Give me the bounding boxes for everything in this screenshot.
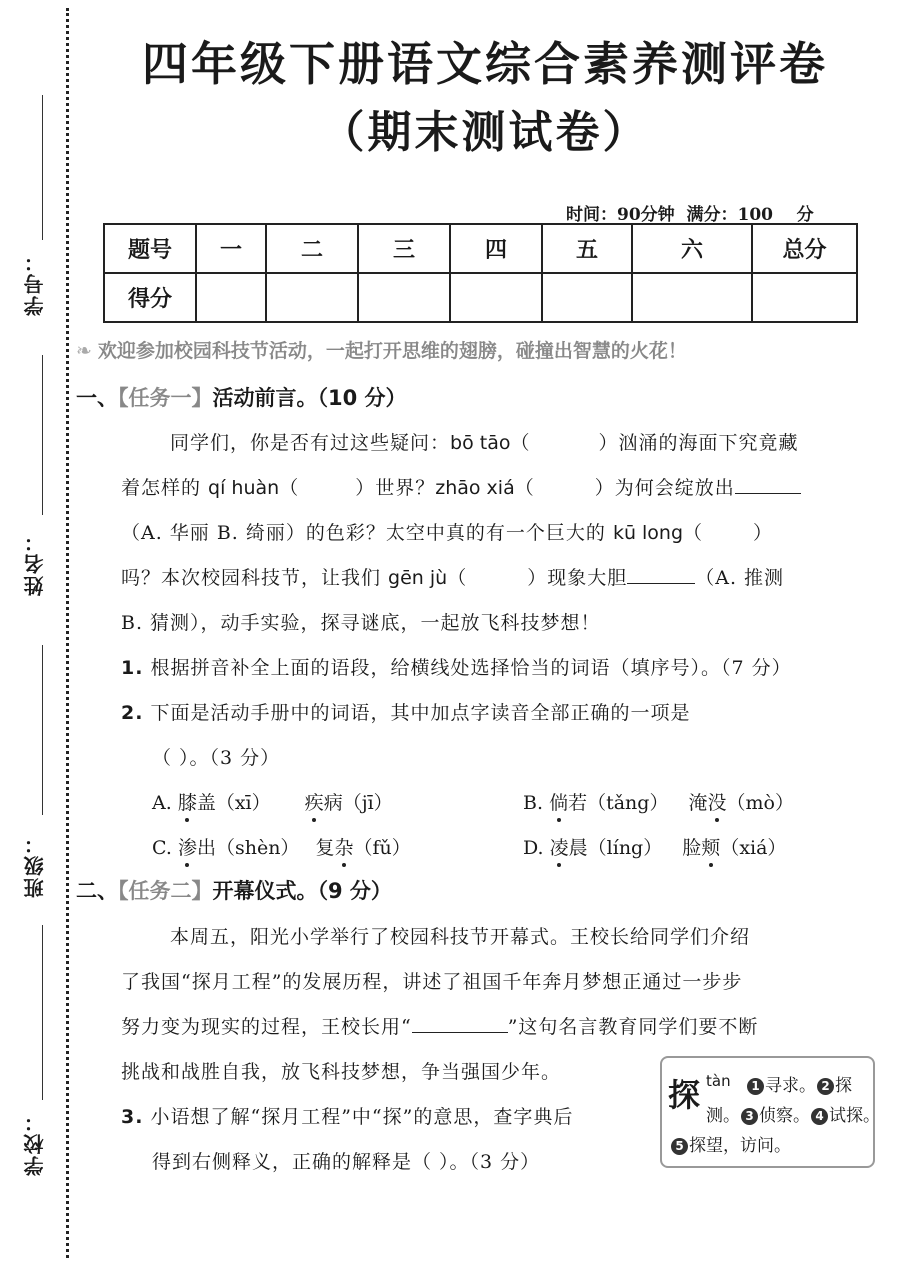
dotted-char: 疾 — [304, 792, 324, 814]
definition: 探望，访问。 — [689, 1136, 791, 1156]
pinyin: qí huàn — [208, 477, 280, 499]
circled-number: 3 — [741, 1108, 758, 1125]
school-label: 学校： — [23, 1110, 47, 1176]
text: 晨（líng） — [568, 837, 663, 859]
welcome-text: 欢迎参加校园科技节活动，一起打开思维的翅膀，碰撞出智慧的火花！ — [97, 340, 687, 362]
task-tag: 【任务二】 — [118, 878, 213, 903]
task-tag: 【任务一】 — [118, 385, 213, 410]
text: （ — [514, 477, 535, 499]
passage1-line-2 — [121, 473, 801, 500]
text: 努力变为现实的过程，王校长用“ — [121, 1016, 412, 1038]
text: 着怎样的 — [121, 477, 209, 499]
text: ）汹涌的海面下究竟藏 — [598, 432, 799, 454]
circled-number: 5 — [671, 1138, 688, 1155]
text: ） — [753, 522, 774, 544]
text: 出（shèn） — [196, 837, 300, 859]
score-cell[interactable] — [196, 273, 266, 322]
circled-number: 1 — [747, 1078, 764, 1095]
text: （xiá） — [720, 837, 787, 859]
score-row-label: 得分 — [104, 273, 196, 322]
question-number: 2. — [121, 702, 144, 724]
score-table-header-row — [104, 224, 857, 273]
option-label: D. — [523, 837, 544, 859]
text: （A. 推测 — [695, 567, 785, 589]
text: （ — [510, 432, 531, 454]
text: （mò） — [726, 792, 794, 814]
text: ）为何会绽放出 — [594, 477, 735, 499]
text: （A. 华丽 B. 绮丽）的色彩？太空中真的有一个巨大的 — [121, 522, 613, 544]
dotted-char: 没 — [707, 792, 727, 814]
question-text: 下面是活动手册中的词语，其中加点字读音全部正确的一项是 — [150, 702, 691, 724]
score-cell[interactable] — [632, 273, 752, 322]
dotted-char: 膝 — [177, 792, 197, 814]
pinyin: kū long — [612, 522, 684, 544]
option-a[interactable] — [152, 788, 393, 815]
section-number: 二、 — [76, 878, 118, 903]
header-cell: 四 — [450, 224, 542, 273]
name-line[interactable] — [42, 355, 43, 515]
welcome-banner — [76, 336, 687, 363]
score-table — [103, 223, 858, 323]
text: 复 — [315, 837, 335, 859]
text: （ — [447, 567, 468, 589]
text: 淹 — [688, 792, 708, 814]
question-text: 小语想了解“探月工程”中“探”的意思，查字典后 — [150, 1106, 574, 1128]
pinyin: zhāo xiá — [435, 477, 515, 499]
dict-character: 探 — [668, 1076, 701, 1114]
score-cell[interactable] — [450, 273, 542, 322]
option-label: A. — [152, 792, 172, 814]
header-cell: 五 — [542, 224, 632, 273]
section-title: 活动前言。 — [212, 385, 318, 410]
text: （ — [683, 522, 704, 544]
school-line[interactable] — [42, 925, 43, 1100]
student-no-line[interactable] — [42, 95, 43, 240]
name-label: 姓名： — [23, 530, 47, 596]
definition: 探 — [835, 1076, 852, 1096]
header-cell: 总分 — [752, 224, 857, 273]
question-2-answer-line: （ ）。（3 分） — [152, 747, 281, 769]
text: ）现象大胆 — [527, 567, 628, 589]
definition: 侦察。 — [759, 1106, 810, 1126]
score-cell[interactable] — [358, 273, 450, 322]
option-c[interactable] — [152, 833, 411, 860]
section-points: （9 分） — [317, 879, 392, 903]
passage2-line-3 — [121, 1012, 758, 1039]
text: 病（jī） — [323, 792, 393, 814]
question-text: 根据拼音补全上面的语段，给横线处选择恰当的词语（填序号）。（7 分） — [150, 657, 792, 679]
passage2-line-1: 本周五，阳光小学举行了校园科技节开幕式。王校长给同学们介绍 — [170, 926, 751, 948]
section-title: 开幕仪式。 — [212, 878, 318, 903]
header-cell: 六 — [632, 224, 752, 273]
text: 同学们，你是否有过这些疑问： — [170, 432, 451, 454]
section-1-heading — [76, 382, 407, 412]
dotted-char: 杂 — [334, 837, 354, 859]
question-1 — [121, 653, 792, 680]
circled-number: 2 — [817, 1078, 834, 1095]
option-b[interactable] — [523, 788, 794, 815]
quote-blank[interactable] — [412, 1014, 508, 1033]
dict-line-2 — [706, 1101, 880, 1126]
text: （ — [279, 477, 300, 499]
student-no-label: 学号： — [23, 250, 47, 316]
binding-margin — [0, 0, 72, 1280]
passage2-line-2: 了我国“探月工程”的发展历程，讲述了祖国千年奔月梦想正通过一步步 — [121, 971, 743, 993]
section-points: （10 分） — [317, 386, 407, 410]
passage1-line-3 — [121, 518, 773, 545]
text: ”这句名言教育同学们要不断 — [507, 1016, 759, 1038]
text: ）世界？ — [355, 477, 436, 499]
definition: 试探。 — [829, 1106, 880, 1126]
score-table-score-row — [104, 273, 857, 322]
question-number: 3. — [121, 1106, 144, 1128]
dict-line-1 — [746, 1071, 852, 1096]
question-3-answer-line: 得到右侧释义，正确的解释是（ ）。（3 分） — [152, 1151, 541, 1173]
header-cell: 一 — [196, 224, 266, 273]
dotted-char: 倘 — [549, 792, 569, 814]
text: 若（tǎng） — [568, 792, 669, 814]
definition: 测。 — [706, 1106, 740, 1126]
dict-line-3 — [670, 1131, 791, 1156]
cut-line — [66, 8, 69, 1258]
passage1-line-5: B. 猜测），动手实验，探寻谜底，一起放飞科技梦想！ — [121, 612, 601, 634]
passage1-line-4 — [121, 563, 784, 590]
dotted-char: 颊 — [701, 837, 721, 859]
underline-blank[interactable] — [735, 475, 801, 494]
score-cell[interactable] — [542, 273, 632, 322]
circled-number: 4 — [811, 1108, 828, 1125]
class-label: 班级： — [23, 832, 47, 898]
option-label: B. — [523, 792, 544, 814]
header-cell: 三 — [358, 224, 450, 273]
exam-title: 四年级下册语文综合素养测评卷 — [142, 37, 828, 91]
section-number: 一、 — [76, 385, 118, 410]
header-cell: 二 — [266, 224, 358, 273]
question-3 — [121, 1102, 573, 1129]
leaf-icon: ❧ — [76, 340, 92, 362]
time-info: 时间：90分钟 满分：100 分 — [566, 205, 814, 225]
option-d[interactable] — [523, 833, 786, 860]
dotted-char: 凌 — [549, 837, 569, 859]
definition: 寻求。 — [765, 1076, 816, 1096]
pinyin: gēn jù — [388, 567, 448, 589]
score-cell[interactable] — [752, 273, 857, 322]
underline-blank[interactable] — [627, 565, 695, 584]
question-number: 1. — [121, 657, 144, 679]
pinyin: bō tāo — [450, 432, 511, 454]
dictionary-entry-box — [660, 1056, 880, 1168]
section-2-heading — [76, 875, 392, 905]
text: 盖（xī） — [196, 792, 271, 814]
header-cell: 题号 — [104, 224, 196, 273]
option-label: C. — [152, 837, 172, 859]
text: （fǔ） — [353, 837, 411, 859]
dict-pinyin: tàn — [706, 1072, 731, 1090]
score-cell[interactable] — [266, 273, 358, 322]
dotted-char: 渗 — [177, 837, 197, 859]
question-2 — [121, 698, 691, 725]
class-line[interactable] — [42, 645, 43, 815]
passage1-line-1 — [170, 428, 799, 455]
passage2-line-4: 挑战和战胜自我，放飞科技梦想，争当强国少年。 — [121, 1061, 562, 1083]
text: 吗？本次校园科技节，让我们 — [121, 567, 389, 589]
text: 脸 — [682, 837, 702, 859]
exam-subtitle: （期末测试卷） — [320, 107, 650, 158]
